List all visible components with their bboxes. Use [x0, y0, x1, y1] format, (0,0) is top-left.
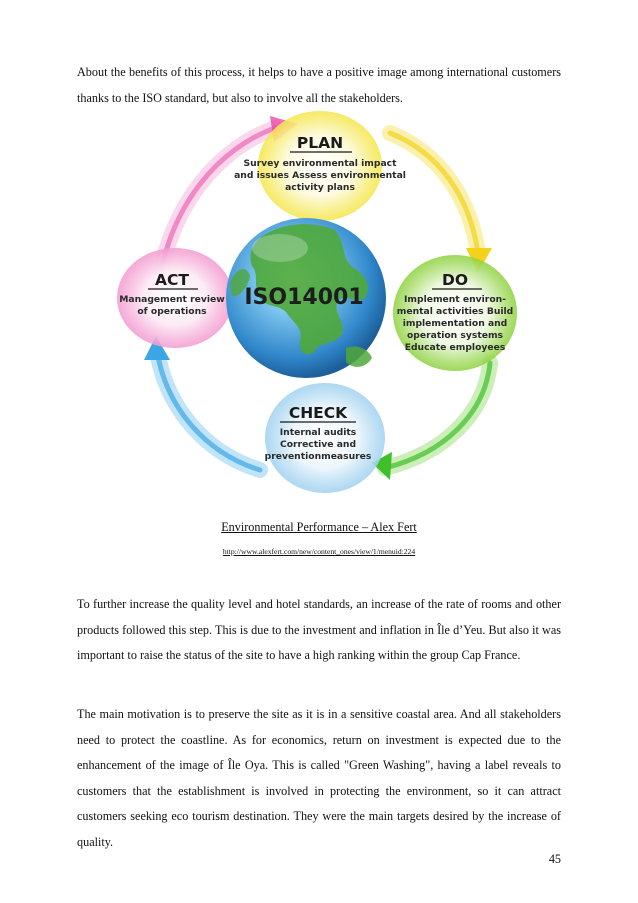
- iso14001-cycle-diagram: [110, 108, 530, 508]
- check-text-line: Internal audits: [279, 427, 357, 438]
- plan-title: PLAN: [296, 134, 344, 152]
- act-title: ACT: [155, 271, 189, 289]
- check-text-line: Corrective and: [279, 439, 357, 450]
- do-title: DO: [441, 271, 469, 289]
- check-text-line: preventionmeasures: [264, 451, 372, 462]
- paragraph-benefits: About the benefits of this process, it helps to have a positive image among international customers thanks to the ISO standard, but also to involve all the stakeholders.: [77, 65, 561, 105]
- figure-source-link[interactable]: http://www.alexfert.com/new/content_ones/view/1/menuid:224: [222, 547, 416, 556]
- arrow-do-to-check: [372, 363, 490, 480]
- do-text-line: operation systems: [406, 330, 504, 341]
- arrow-plan-to-do: [390, 133, 492, 273]
- paragraph-quality-level: To further increase the quality level and hotel standards, an increase of the rate of rooms and other products followed this step. This is due to the investment and inflation in Île d’Yeu. But also it was important to raise the status of the site to have a high ranking within the group Cap France.: [77, 597, 561, 662]
- paragraph-motivation: The main motivation is to preserve the site as it is in a sensitive coastal area. And all stakeholders need to protect the coastline. As for economics, return on investment is expected due to the enhancement of the image of Île Oya. This is called "Green Washing", having a label reveals to customers that the establishment is involved in protecting the environment, so it can attract customers seeking eco tourism destination. They were the main targets desired by the increase of quality.: [77, 707, 561, 849]
- act-text-line: Management review: [119, 294, 225, 305]
- act-text-line: of operations: [137, 306, 207, 317]
- plan-text-line: activity plans: [285, 182, 355, 193]
- iso-center-label: ISO14001: [244, 285, 364, 310]
- check-title: CHECK: [288, 404, 348, 422]
- plan-text-line: Survey environmental impact: [243, 158, 397, 169]
- do-text-line: implementation and: [402, 318, 508, 329]
- page-number: 45: [548, 852, 561, 866]
- check-bubble: [265, 383, 385, 493]
- figure-caption-title: Environmental Performance – Alex Fert: [221, 520, 417, 534]
- do-text-line: Implement environ-: [404, 294, 506, 305]
- arrow-check-to-act: [144, 336, 260, 470]
- do-text-line: Educate employees: [404, 342, 506, 353]
- plan-text-line: and issues Assess environmental: [234, 170, 406, 181]
- do-text-line: mental activities Build: [396, 306, 514, 317]
